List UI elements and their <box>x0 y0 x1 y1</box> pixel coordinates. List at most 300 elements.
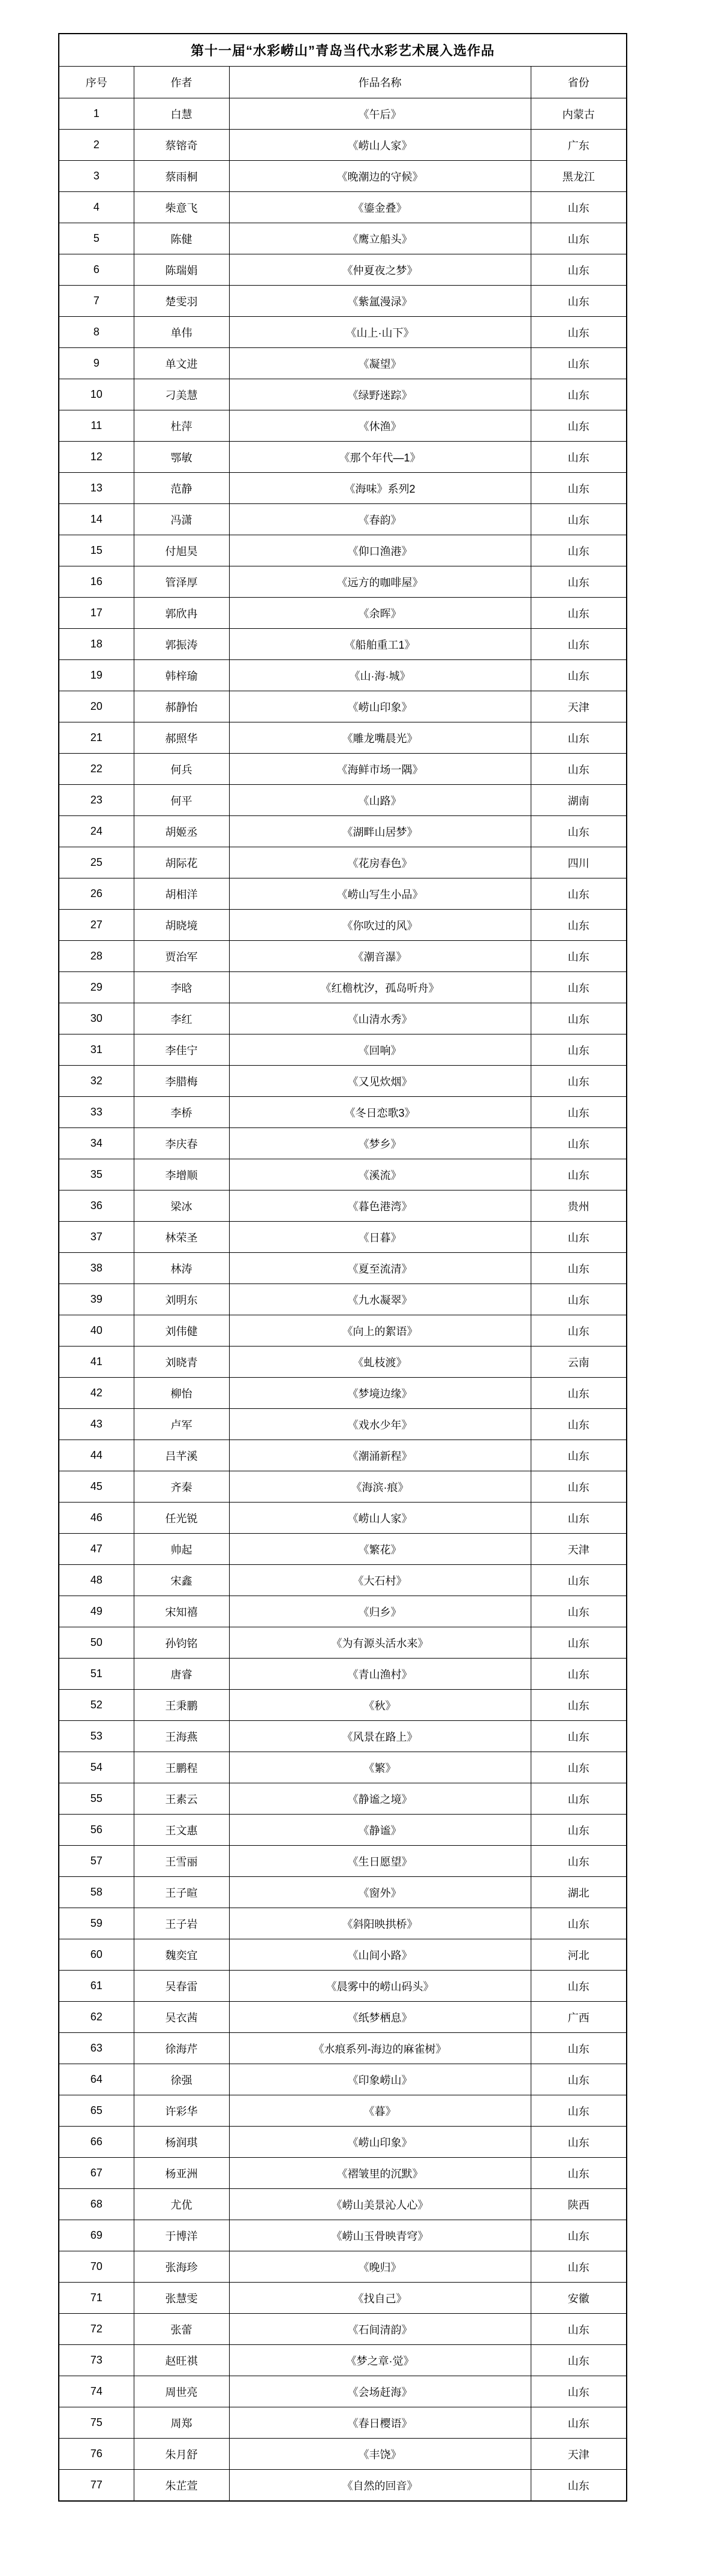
artwork-title-cell: 《日暮》 <box>229 1222 531 1253</box>
table-row <box>59 1471 627 1503</box>
artwork-title-cell: 《山·海·城》 <box>229 660 531 691</box>
author-cell: 韩梓瑜 <box>134 660 229 691</box>
title-row <box>59 34 627 67</box>
table-row <box>59 2002 627 2033</box>
row-index-cell: 42 <box>59 1378 134 1409</box>
row-index-cell: 43 <box>59 1409 134 1440</box>
row-index-cell: 65 <box>59 2095 134 2127</box>
artwork-title-cell: 《休渔》 <box>229 410 531 442</box>
table-row <box>59 2407 627 2439</box>
author-cell: 杜萍 <box>134 410 229 442</box>
artwork-title-cell: 《午后》 <box>229 98 531 130</box>
artwork-title-cell: 《山间小路》 <box>229 1939 531 1971</box>
artwork-title-cell: 《暮》 <box>229 2095 531 2127</box>
province-cell: 山东 <box>531 1097 627 1128</box>
artwork-title-cell: 《纸梦栖息》 <box>229 2002 531 2033</box>
province-cell: 山东 <box>531 754 627 785</box>
table-row <box>59 223 627 254</box>
province-cell: 山东 <box>531 2470 627 2502</box>
author-cell: 魏奕宜 <box>134 1939 229 1971</box>
province-cell: 山东 <box>531 1596 627 1627</box>
artwork-title-cell: 《海味》系列2 <box>229 473 531 504</box>
author-cell: 王素云 <box>134 1783 229 1815</box>
artwork-title-cell: 《海鲜市场一隅》 <box>229 754 531 785</box>
table-row <box>59 1627 627 1659</box>
row-index-cell: 57 <box>59 1846 134 1877</box>
province-cell: 山东 <box>531 1378 627 1409</box>
author-cell: 朱月舒 <box>134 2439 229 2470</box>
page-title: 第十一届“水彩崂山”青岛当代水彩艺术展入选作品 <box>59 34 627 67</box>
author-cell: 王子岩 <box>134 1908 229 1939</box>
province-cell: 山东 <box>531 1908 627 1939</box>
author-cell: 柴意飞 <box>134 192 229 223</box>
artwork-title-cell: 《丰饶》 <box>229 2439 531 2470</box>
table-row <box>59 1752 627 1783</box>
table-row <box>59 2251 627 2283</box>
table-row <box>59 629 627 660</box>
author-cell: 孙钧铭 <box>134 1627 229 1659</box>
province-cell: 山东 <box>531 1721 627 1752</box>
artwork-title-cell: 《船舶重工1》 <box>229 629 531 660</box>
province-cell: 陕西 <box>531 2189 627 2220</box>
province-cell: 山东 <box>531 629 627 660</box>
table-row <box>59 1690 627 1721</box>
row-index-cell: 19 <box>59 660 134 691</box>
author-cell: 周郑 <box>134 2407 229 2439</box>
row-index-cell: 34 <box>59 1128 134 1159</box>
author-cell: 杨亚洲 <box>134 2158 229 2189</box>
row-index-cell: 51 <box>59 1659 134 1690</box>
province-cell: 山东 <box>531 1034 627 1066</box>
row-index-cell: 60 <box>59 1939 134 1971</box>
row-index-cell: 17 <box>59 598 134 629</box>
row-index-cell: 16 <box>59 566 134 598</box>
column-header-author: 作者 <box>134 67 229 98</box>
row-index-cell: 4 <box>59 192 134 223</box>
province-cell: 山东 <box>531 2407 627 2439</box>
artwork-title-cell: 《斜阳映拱桥》 <box>229 1908 531 1939</box>
artwork-title-cell: 《绿野迷踪》 <box>229 379 531 410</box>
artwork-title-cell: 《静谧之境》 <box>229 1783 531 1815</box>
table-row <box>59 2033 627 2064</box>
author-cell: 尤优 <box>134 2189 229 2220</box>
table-row <box>59 2189 627 2220</box>
artwork-title-cell: 《山路》 <box>229 785 531 816</box>
row-index-cell: 10 <box>59 379 134 410</box>
table-row <box>59 1378 627 1409</box>
row-index-cell: 37 <box>59 1222 134 1253</box>
column-header-artwork: 作品名称 <box>229 67 531 98</box>
row-index-cell: 20 <box>59 691 134 722</box>
author-cell: 李晗 <box>134 972 229 1003</box>
row-index-cell: 58 <box>59 1877 134 1908</box>
province-cell: 山东 <box>531 2127 627 2158</box>
province-cell: 山东 <box>531 910 627 941</box>
table-row <box>59 1877 627 1908</box>
artwork-title-cell: 《红檐枕汐，孤岛听舟》 <box>229 972 531 1003</box>
table-row <box>59 348 627 379</box>
row-index-cell: 33 <box>59 1097 134 1128</box>
author-cell: 许彩华 <box>134 2095 229 2127</box>
row-index-cell: 66 <box>59 2127 134 2158</box>
row-index-cell: 30 <box>59 1003 134 1034</box>
artwork-title-cell: 《海滨·痕》 <box>229 1471 531 1503</box>
author-cell: 蔡镕奇 <box>134 130 229 161</box>
row-index-cell: 41 <box>59 1347 134 1378</box>
author-cell: 郭振涛 <box>134 629 229 660</box>
province-cell: 山东 <box>531 1284 627 1315</box>
author-cell: 宋鑫 <box>134 1565 229 1596</box>
author-cell: 吴春雷 <box>134 1971 229 2002</box>
author-cell: 刘晓青 <box>134 1347 229 1378</box>
row-index-cell: 47 <box>59 1534 134 1565</box>
table-row <box>59 379 627 410</box>
table-row <box>59 1440 627 1471</box>
province-cell: 山东 <box>531 1471 627 1503</box>
author-cell: 胡际花 <box>134 847 229 878</box>
table-row <box>59 1190 627 1222</box>
province-cell: 云南 <box>531 1347 627 1378</box>
artwork-title-cell: 《崂山人家》 <box>229 130 531 161</box>
author-cell: 宋知禧 <box>134 1596 229 1627</box>
artwork-title-cell: 《水痕系列-海边的麻雀树》 <box>229 2033 531 2064</box>
province-cell: 山东 <box>531 223 627 254</box>
author-cell: 何平 <box>134 785 229 816</box>
table-row <box>59 754 627 785</box>
province-cell: 山东 <box>531 816 627 847</box>
row-index-cell: 12 <box>59 442 134 473</box>
artwork-title-cell: 《冬日恋歌3》 <box>229 1097 531 1128</box>
table-row <box>59 442 627 473</box>
artwork-title-cell: 《鹰立船头》 <box>229 223 531 254</box>
province-cell: 山东 <box>531 1128 627 1159</box>
table-row <box>59 2220 627 2251</box>
artwork-title-cell: 《戏水少年》 <box>229 1409 531 1440</box>
artwork-title-cell: 《崂山美景沁人心》 <box>229 2189 531 2220</box>
row-index-cell: 61 <box>59 1971 134 2002</box>
header-row <box>59 67 627 98</box>
artwork-title-cell: 《春韵》 <box>229 504 531 535</box>
province-cell: 广西 <box>531 2002 627 2033</box>
row-index-cell: 71 <box>59 2283 134 2314</box>
author-cell: 杨润琪 <box>134 2127 229 2158</box>
author-cell: 李桥 <box>134 1097 229 1128</box>
table-row <box>59 972 627 1003</box>
artwork-title-cell: 《又见炊烟》 <box>229 1066 531 1097</box>
author-cell: 何兵 <box>134 754 229 785</box>
artwork-title-cell: 《潮涌新程》 <box>229 1440 531 1471</box>
artwork-title-cell: 《崂山印象》 <box>229 2127 531 2158</box>
table-row <box>59 2064 627 2095</box>
author-cell: 白慧 <box>134 98 229 130</box>
row-index-cell: 23 <box>59 785 134 816</box>
row-index-cell: 74 <box>59 2376 134 2407</box>
artwork-title-cell: 《梦境边缘》 <box>229 1378 531 1409</box>
row-index-cell: 1 <box>59 98 134 130</box>
table-row <box>59 473 627 504</box>
author-cell: 胡相洋 <box>134 878 229 910</box>
artwork-title-cell: 《崂山玉骨映青穹》 <box>229 2220 531 2251</box>
artwork-title-cell: 《花房春色》 <box>229 847 531 878</box>
artwork-title-cell: 《归乡》 <box>229 1596 531 1627</box>
table-row <box>59 317 627 348</box>
artwork-title-cell: 《崂山印象》 <box>229 691 531 722</box>
row-index-cell: 75 <box>59 2407 134 2439</box>
author-cell: 付旭昊 <box>134 535 229 566</box>
author-cell: 楚雯羽 <box>134 286 229 317</box>
table-row <box>59 1222 627 1253</box>
row-index-cell: 67 <box>59 2158 134 2189</box>
author-cell: 林涛 <box>134 1253 229 1284</box>
table-row <box>59 161 627 192</box>
table-row <box>59 1066 627 1097</box>
artwork-title-cell: 《秋》 <box>229 1690 531 1721</box>
author-cell: 李增顺 <box>134 1159 229 1190</box>
province-cell: 天津 <box>531 691 627 722</box>
author-cell: 朱芷萱 <box>134 2470 229 2502</box>
row-index-cell: 28 <box>59 941 134 972</box>
artwork-title-cell: 《石间清韵》 <box>229 2314 531 2345</box>
author-cell: 王秉鹏 <box>134 1690 229 1721</box>
artwork-title-cell: 《仲夏夜之梦》 <box>229 254 531 286</box>
artwork-title-cell: 《潮音瀑》 <box>229 941 531 972</box>
province-cell: 山东 <box>531 972 627 1003</box>
artwork-title-cell: 《梦乡》 <box>229 1128 531 1159</box>
table-row <box>59 1034 627 1066</box>
author-cell: 单文进 <box>134 348 229 379</box>
province-cell: 山东 <box>531 1846 627 1877</box>
author-cell: 卢军 <box>134 1409 229 1440</box>
province-cell: 山东 <box>531 1440 627 1471</box>
province-cell: 河北 <box>531 1939 627 1971</box>
table-row <box>59 2095 627 2127</box>
row-index-cell: 22 <box>59 754 134 785</box>
artwork-title-cell: 《自然的回音》 <box>229 2470 531 2502</box>
province-cell: 山东 <box>531 2376 627 2407</box>
artwork-title-cell: 《风景在路上》 <box>229 1721 531 1752</box>
author-cell: 王鹏程 <box>134 1752 229 1783</box>
artwork-title-cell: 《向上的絮语》 <box>229 1315 531 1347</box>
artwork-title-cell: 《暮色港湾》 <box>229 1190 531 1222</box>
column-header-province: 省份 <box>531 67 627 98</box>
province-cell: 山东 <box>531 473 627 504</box>
artwork-title-cell: 《梦之章·觉》 <box>229 2345 531 2376</box>
province-cell: 山东 <box>531 2033 627 2064</box>
row-index-cell: 54 <box>59 1752 134 1783</box>
artwork-title-cell: 《为有源头活水来》 <box>229 1627 531 1659</box>
artwork-title-cell: 《晨雾中的崂山码头》 <box>229 1971 531 2002</box>
row-index-cell: 52 <box>59 1690 134 1721</box>
row-index-cell: 32 <box>59 1066 134 1097</box>
province-cell: 天津 <box>531 2439 627 2470</box>
table-row <box>59 566 627 598</box>
author-cell: 王文惠 <box>134 1815 229 1846</box>
artwork-title-cell: 《山上·山下》 <box>229 317 531 348</box>
table-row <box>59 1003 627 1034</box>
row-index-cell: 72 <box>59 2314 134 2345</box>
province-cell: 山东 <box>531 1659 627 1690</box>
province-cell: 山东 <box>531 504 627 535</box>
table-row <box>59 785 627 816</box>
row-index-cell: 18 <box>59 629 134 660</box>
author-cell: 张海珍 <box>134 2251 229 2283</box>
table-row <box>59 2376 627 2407</box>
author-cell: 郭欣冉 <box>134 598 229 629</box>
author-cell: 李庆春 <box>134 1128 229 1159</box>
author-cell: 王子暄 <box>134 1877 229 1908</box>
author-cell: 帅起 <box>134 1534 229 1565</box>
artwork-title-cell: 《春日樱语》 <box>229 2407 531 2439</box>
author-cell: 唐睿 <box>134 1659 229 1690</box>
author-cell: 李红 <box>134 1003 229 1034</box>
table-row <box>59 504 627 535</box>
row-index-cell: 3 <box>59 161 134 192</box>
table-row <box>59 192 627 223</box>
author-cell: 单伟 <box>134 317 229 348</box>
row-index-cell: 24 <box>59 816 134 847</box>
artwork-title-cell: 《夏至流清》 <box>229 1253 531 1284</box>
province-cell: 山东 <box>531 379 627 410</box>
author-cell: 任光锐 <box>134 1503 229 1534</box>
row-index-cell: 15 <box>59 535 134 566</box>
table-row <box>59 941 627 972</box>
province-cell: 山东 <box>531 598 627 629</box>
author-cell: 蔡雨桐 <box>134 161 229 192</box>
artwork-title-cell: 《青山渔村》 <box>229 1659 531 1690</box>
artwork-title-cell: 《生日愿望》 <box>229 1846 531 1877</box>
province-cell: 山东 <box>531 1627 627 1659</box>
row-index-cell: 49 <box>59 1596 134 1627</box>
artwork-title-cell: 《远方的咖啡屋》 <box>229 566 531 598</box>
artwork-title-cell: 《雕龙嘴晨光》 <box>229 722 531 754</box>
table-row <box>59 878 627 910</box>
table-row <box>59 130 627 161</box>
province-cell: 山东 <box>531 286 627 317</box>
row-index-cell: 5 <box>59 223 134 254</box>
province-cell: 山东 <box>531 941 627 972</box>
artwork-title-cell: 《那个年代—1》 <box>229 442 531 473</box>
artwork-title-cell: 《褶皱里的沉默》 <box>229 2158 531 2189</box>
author-cell: 吕芊溪 <box>134 1440 229 1471</box>
province-cell: 山东 <box>531 410 627 442</box>
author-cell: 胡姬丞 <box>134 816 229 847</box>
row-index-cell: 70 <box>59 2251 134 2283</box>
table-row <box>59 1409 627 1440</box>
row-index-cell: 13 <box>59 473 134 504</box>
province-cell: 山东 <box>531 1409 627 1440</box>
artwork-title-cell: 《山清水秀》 <box>229 1003 531 1034</box>
province-cell: 山东 <box>531 2064 627 2095</box>
table-row <box>59 2158 627 2189</box>
artwork-title-cell: 《晚潮边的守候》 <box>229 161 531 192</box>
row-index-cell: 2 <box>59 130 134 161</box>
author-cell: 王海燕 <box>134 1721 229 1752</box>
author-cell: 王雪丽 <box>134 1846 229 1877</box>
table-row <box>59 1534 627 1565</box>
table-row <box>59 660 627 691</box>
row-index-cell: 27 <box>59 910 134 941</box>
author-cell: 徐强 <box>134 2064 229 2095</box>
province-cell: 山东 <box>531 348 627 379</box>
artwork-title-cell: 《九水凝翠》 <box>229 1284 531 1315</box>
table-row <box>59 1596 627 1627</box>
table-row <box>59 410 627 442</box>
artwork-title-cell: 《仰口渔港》 <box>229 535 531 566</box>
table-row <box>59 1284 627 1315</box>
artwork-title-cell: 《繁花》 <box>229 1534 531 1565</box>
artwork-title-cell: 《紫氲漫渌》 <box>229 286 531 317</box>
province-cell: 山东 <box>531 254 627 286</box>
artworks-table <box>58 33 627 2502</box>
table-row <box>59 2345 627 2376</box>
artwork-title-cell: 《鎏金叠》 <box>229 192 531 223</box>
table-row <box>59 691 627 722</box>
row-index-cell: 53 <box>59 1721 134 1752</box>
author-cell: 赵旺祺 <box>134 2345 229 2376</box>
province-cell: 山东 <box>531 442 627 473</box>
artwork-title-cell: 《找自己》 <box>229 2283 531 2314</box>
province-cell: 山东 <box>531 535 627 566</box>
row-index-cell: 48 <box>59 1565 134 1596</box>
author-cell: 郝静怡 <box>134 691 229 722</box>
province-cell: 山东 <box>531 1315 627 1347</box>
province-cell: 山东 <box>531 1971 627 2002</box>
table-row <box>59 1908 627 1939</box>
province-cell: 山东 <box>531 1752 627 1783</box>
table-row <box>59 535 627 566</box>
province-cell: 山东 <box>531 1783 627 1815</box>
author-cell: 贾治军 <box>134 941 229 972</box>
table-row <box>59 98 627 130</box>
table-row <box>59 1253 627 1284</box>
row-index-cell: 46 <box>59 1503 134 1534</box>
artwork-title-cell: 《凝望》 <box>229 348 531 379</box>
province-cell: 山东 <box>531 2158 627 2189</box>
row-index-cell: 64 <box>59 2064 134 2095</box>
row-index-cell: 14 <box>59 504 134 535</box>
table-row <box>59 1503 627 1534</box>
table-row <box>59 1128 627 1159</box>
row-index-cell: 7 <box>59 286 134 317</box>
province-cell: 山东 <box>531 1159 627 1190</box>
artwork-title-cell: 《虬枝渡》 <box>229 1347 531 1378</box>
row-index-cell: 63 <box>59 2033 134 2064</box>
province-cell: 山东 <box>531 1565 627 1596</box>
province-cell: 湖北 <box>531 1877 627 1908</box>
author-cell: 刁美慧 <box>134 379 229 410</box>
row-index-cell: 59 <box>59 1908 134 1939</box>
province-cell: 山东 <box>531 1222 627 1253</box>
artwork-title-cell: 《你吹过的风》 <box>229 910 531 941</box>
row-index-cell: 25 <box>59 847 134 878</box>
author-cell: 李腊梅 <box>134 1066 229 1097</box>
author-cell: 吴衣茜 <box>134 2002 229 2033</box>
row-index-cell: 39 <box>59 1284 134 1315</box>
province-cell: 山东 <box>531 1253 627 1284</box>
row-index-cell: 73 <box>59 2345 134 2376</box>
row-index-cell: 77 <box>59 2470 134 2502</box>
province-cell: 山东 <box>531 1003 627 1034</box>
table-row <box>59 254 627 286</box>
author-cell: 林荣圣 <box>134 1222 229 1253</box>
province-cell: 内蒙古 <box>531 98 627 130</box>
province-cell: 广东 <box>531 130 627 161</box>
province-cell: 山东 <box>531 1690 627 1721</box>
author-cell: 胡晓境 <box>134 910 229 941</box>
table-row <box>59 1846 627 1877</box>
row-index-cell: 40 <box>59 1315 134 1347</box>
table-row <box>59 1815 627 1846</box>
